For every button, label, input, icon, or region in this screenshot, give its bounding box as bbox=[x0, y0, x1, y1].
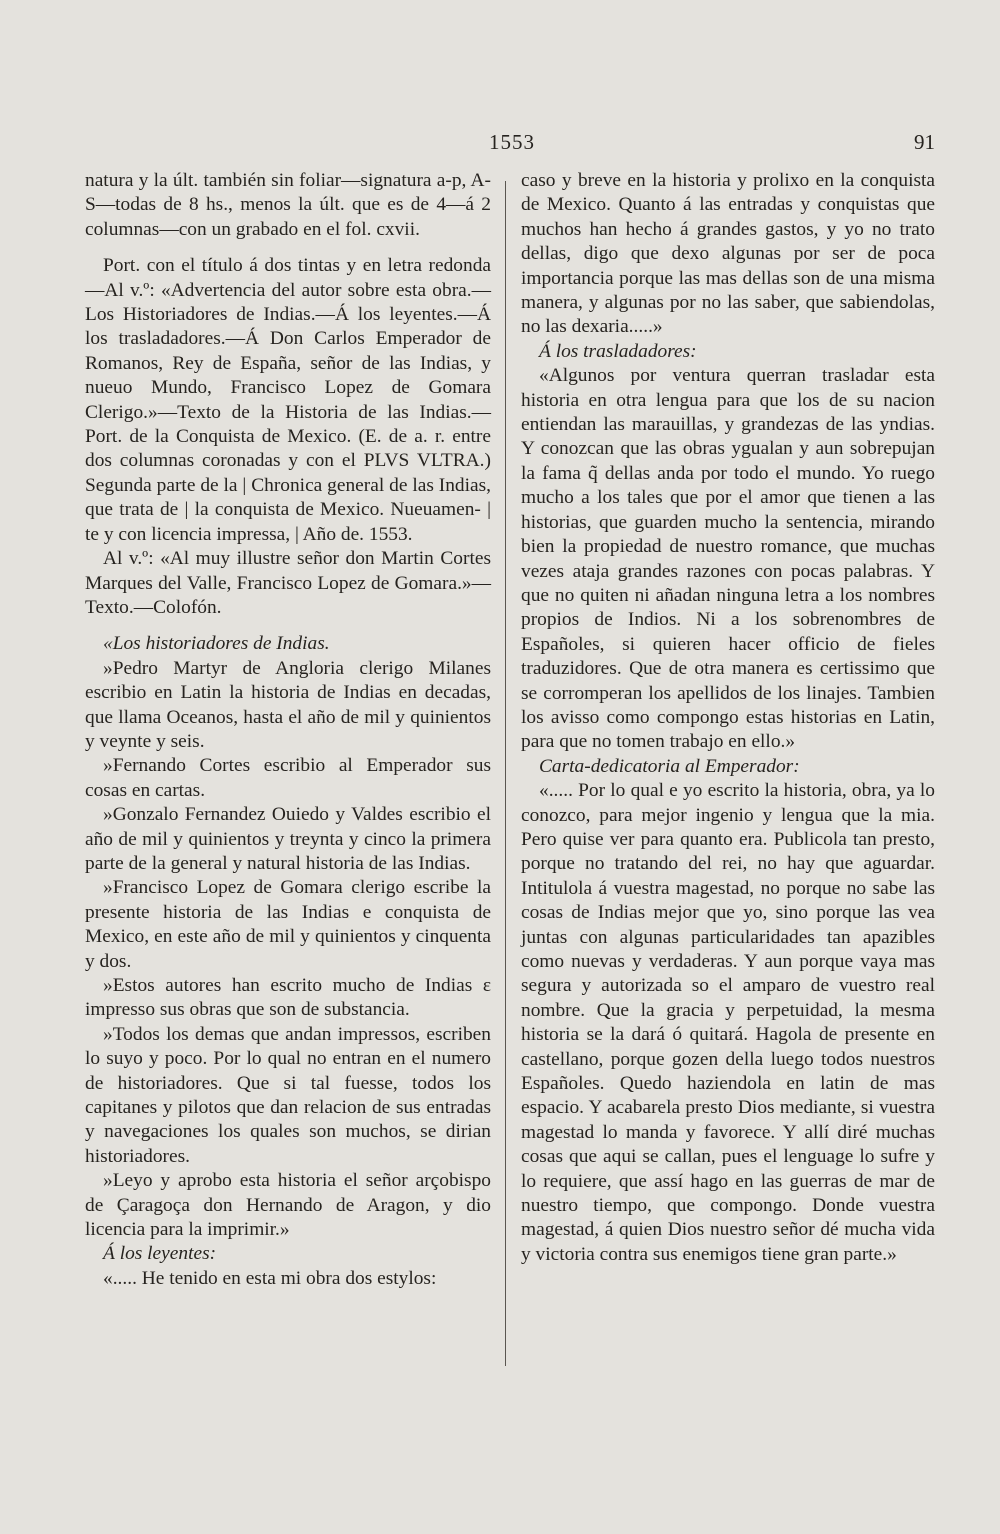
paragraph: »Gonzalo Fernandez Ouiedo y Valdes escribio el año de mil y quinientos y treynta y cinco la primera parte de la general y natural historia de las Indias. bbox=[85, 804, 491, 874]
paragraph: Al v.º: «Al muy illustre señor don Martin Cortes Marques del Valle, Francisco Lopez de Gomara.»—Texto.—Colofón. bbox=[85, 548, 491, 618]
paragraph: natura y la últ. también sin foliar—signatura a-p, A-S—todas de 8 hs., menos la últ. que es de 4—á 2 columnas—con un grabado en el fol. cxvii. bbox=[85, 170, 491, 240]
left-column bbox=[85, 169, 491, 1291]
page-number: 91 bbox=[914, 130, 935, 154]
section-heading: Á los trasladadores: bbox=[539, 340, 697, 362]
paragraph: »Todos los demas que andan impressos, escriben lo suyo y poco. Por lo qual no entran en el numero de historiadores. Que si tal fuesse, todos los capitanes y pilotos que dan relacion de sus entradas y navegaciones los quales son muchos, se dirian historiadores. bbox=[85, 1023, 491, 1167]
header-year: 1553 bbox=[489, 130, 535, 154]
right-column bbox=[521, 169, 935, 1267]
section-heading: «Los historiadores de Indias. bbox=[103, 633, 330, 655]
paragraph: Port. con el título á dos tintas y en letra redonda—Al v.º: «Advertencia del autor sobre esta obra.—Los Historiadores de Indias.—Á los leyentes.—Á los trasladadores.—Á Don Carlos Emperador de Romanos, Rey de España, señor de las Indias, y nueuo Mundo, Francisco Lopez de Gomara Clerigo.»—Texto de la Historia de las Indias.—Port. de la Conquista de Mexico. (E. de a. r. entre dos columnas coronadas y con el PLVS VLTRA.) Segunda parte de la | Chronica general de las Indias, que trata de | la conquista de Mexico. Nueuamen- | te y con licencia impressa, | Año de. 1553. bbox=[85, 255, 491, 545]
paragraph: «..... Por lo qual e yo escrito la historia, obra, ya lo conozco, para mejor ingenio y lengua que la mia. Pero quise ver para quanto era. Publicola tan presto, porque no tratando del rei, no hay que aguardar. Intitulola á vuestra magestad, no porque no sabe las cosas de Indias mejor que yo, sino porque las vea juntas con algunas particularidades tan apazibles como nuevas y verdaderas. Y aun porque vaya mas segura y autorizada so el amparo de vuestro real nombre. Que la gracia y perpetuidad, la mesma historia se la dará ó quitará. Hagola de presente en castellano, porque gozen della luego todos nuestros Españoles. Quedo haziendola en latin de mas espacio. Y acabarela presto Dios mediante, si vuestra magestad lo manda y favorece. Y allí diré muchas cosas que aqui se callan, pues el lenguage lo sufre y lo requiere, que assí hago en las guerras de mar de nuestro tiempo, que compongo. Donde vuestra magestad, á quien Dios nuestro señor dé mucha vida y victoria contra sus enemigos tiene gran parte.» bbox=[521, 780, 935, 1265]
paragraph: »Leyo y aprobo esta historia el señor arçobispo de Çaragoça don Hernando de Aragon, y dio licencia para la imprimir.» bbox=[85, 1170, 491, 1241]
paragraph: »Estos autores han escrito mucho de Indias ɛ impresso sus obras que son de substancia. bbox=[85, 975, 491, 1021]
paragraph: »Pedro Martyr de Angloria clerigo Milanes escribio en Latin la historia de Indias en decadas, que llama Oceanos, hasta el año de mil y quinientos y veynte y seis. bbox=[85, 657, 491, 752]
paragraph: »Francisco Lopez de Gomara clerigo escribe la presente historia de las Indias e conquista de Mexico, en este año de mil y quinientos y cinquenta y dos. bbox=[85, 877, 491, 972]
paragraph: «..... He tenido en esta mi obra dos estylos: bbox=[103, 1267, 437, 1289]
section-heading: Á los leyentes: bbox=[103, 1243, 217, 1265]
paragraph: caso y breve en la historia y prolixo en la conquista de Mexico. Quanto á las entradas y conquistas que muchos han hecho á grandes gastos, y yo no trato dellas, digo que dexo algunas por ser de poca importancia porque las mas dellas son de una misma manera, y algunas por no las saber, que sabiendolas, no las dexaria.....» bbox=[521, 170, 935, 338]
section-heading: Carta-dedicatoria al Emperador: bbox=[539, 755, 800, 777]
paragraph: »Fernando Cortes escribio al Emperador sus cosas en cartas. bbox=[85, 755, 491, 801]
column-divider bbox=[505, 181, 506, 1366]
paragraph: «Algunos por ventura querran trasladar esta historia en otra lengua para que los de su nacion entiendan las marauillas, y grandezas de las yndias. Y conozcan que las obras ygualan y aun sobrepujan la fama q̃ dellas anda por todo el mundo. Yo ruego mucho a los tales que por el amor que tienen a las historias, que guarden mucho la sentencia, mirando bien la propiedad de nuestro romance, que muchas vezes ataja grandes razones con pocas palabras. Y que no quiten ni añadan ninguna letra a los nombres propios de Indios. Ni a los sobrenombres de Españoles, si quieren hacer officio de fieles traduzidores. Que de otra manera es certissimo que se corromperan los apellidos de los linajes. Tambien los avisso como compongo estas historias en Latin, para que no tomen trabajo en ello.» bbox=[521, 365, 935, 753]
